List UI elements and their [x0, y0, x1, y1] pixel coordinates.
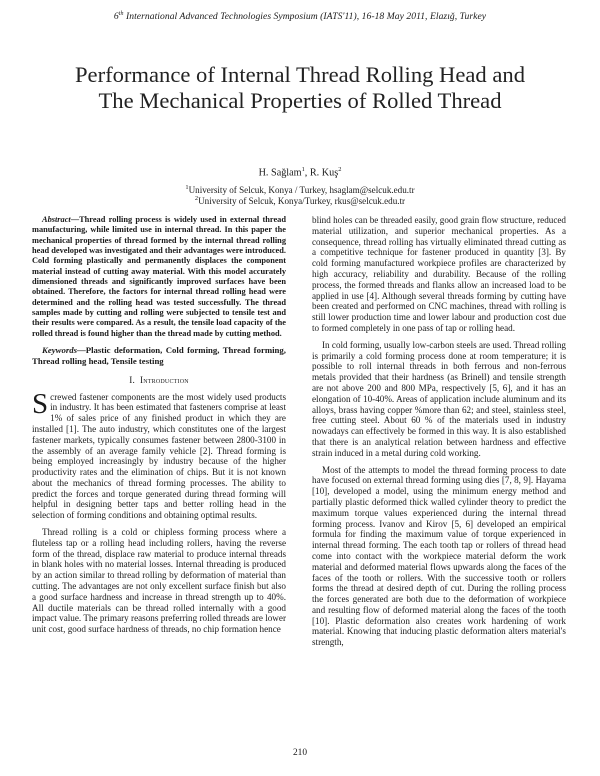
affiliation-2-sup: 2	[194, 195, 199, 202]
paper-title: Performance of Internal Thread Rolling Head and The Mechanical Properties of Rolled Thread	[74, 62, 526, 113]
author-2-sup: 2	[338, 166, 342, 173]
affiliation-2	[0, 193, 600, 207]
right-paragraph-2: In cold forming, usually low-carbon steels are used. Thread rolling is primarily a cold forming process done at room temperature; it is possible to roll internal threads in both ferrous and non-ferrous metals provided that their hardness (as Brinell) and tensile strength are not above 200 and 800 MPa, respectively [5, 6], and it has an elongation of 10-40%. Areas of application include aluminum and its alloys, brass having copper %more than 62; and steel, stainless steel, free cutting steel. About 60 % of the materials used in industry nowadays can effectively be formed in this way. It is also established that there is an analytical relation between hardness and effective strain induced in a metal during cold working.	[312, 339, 566, 458]
author-1-sup: 1	[301, 166, 305, 173]
author-1: H. Sağlam	[258, 167, 302, 179]
affiliation-2-text: University of Selcuk, Konya/Turkey, rkus@selcuk.edu.tr	[198, 196, 406, 207]
conference-header	[0, 11, 600, 22]
author-line	[0, 166, 600, 178]
right-paragraph-3: Most of the attempts to model the thread forming process to date have focused on external thread forming using dies [7, 8, 9]. Hayama [10], developed a model, using the minimum energy method and partially plastic deformed thick walled cylinder theory to predict the maximum torque values experienced during the internal thread forming process. Ivanov and Kirov [5, 6] developed an empirical formula for finding the maximum value of torque experienced in internal thread forming. The each tooth tap or rollers of thread head come into contact with the workpiece material deform the work material and deformed material flows upwards along the faces of the faces of the tooth or rollers. With the successive tooth or rollers forms the thread at desired depth of cut. During the rolling process the forces generated are both due to the deformation of workpiece and resulting flow of deformed material along the faces of the tooth [10]. Plastic deformation also creates work hardening of work material. Knowing that inducing plastic deformation alters material's strength,	[312, 464, 566, 648]
right-paragraph-1: blind holes can be threaded easily, good grain flow structure, reduced material utilization, and superior mechanical properties. As a consequence, thread rolling has virtually eliminated thread cutting as a competitive technique for fastener produced in quantity [3]. By cold forming manufactured workpiece profiles are characterized by high accuracy, reliability and durability. Because of the rolling process, the formed threads and flanks allow an increased load to be applied in use [4]. Although several threads forming by cutting have been created and performed on CNC machines, thread with rolling is still lower production time and lower labour and production cost due to formed completely in one pass of tap or rolling head.	[312, 215, 566, 333]
header-post: International Advanced Technologies Symposium (IATS'11), 16-18 May 2011, Elazığ, Turkey	[123, 11, 487, 23]
author-separator: ,	[304, 167, 310, 179]
header-pre: 6	[113, 11, 119, 23]
abstract-label: Abstract	[42, 215, 71, 224]
keywords-text: —Plastic deformation, Cold forming, Thread forming, Thread rolling head, Tensile testing	[32, 345, 286, 366]
drop-cap: S	[32, 387, 49, 420]
intro-paragraph-1-text: crewed fastener components are the most widely used products in industry. It has been estimated that fasteners comprise at least 1% of sales price of any finished product in which they are installed [1]. The auto industry, which constitutes one of the largest fastener markets, typically consumes fastener between 2800-3100 in the assembly of an average family vehicle [2]. Thread forming is being employed increasingly by industry because of the higher productivity rates and the elimination of chips. But it is not known about the mechanics of thread forming processes. The ability to predict the forces and torque generated during thread forming will helpful in designing better taps and better rolling head in the selection of forming conditions and obtaining optimal results.	[32, 391, 286, 521]
keywords	[32, 345, 286, 367]
header-sup: th	[118, 11, 124, 17]
left-column	[32, 215, 286, 641]
page-number: 210	[292, 748, 308, 758]
keywords-label: Keywords	[42, 345, 77, 356]
section-heading	[32, 375, 286, 386]
section-title: Introduction	[139, 374, 189, 385]
affiliation-1-sup: 1	[185, 184, 189, 191]
abstract	[32, 215, 286, 339]
intro-paragraph-2: Thread rolling is a cold or chipless forming process where a fluteless tap or a rolling head including rollers, having the reverse form of the thread, displace raw material to produce internal threads in blank holes with no material losses. Internal threading is produced by an action similar to thread rolling by deformation of material than cutting. The advantages are not only excellent surface finish but also a good surface hardness and increase in thread strength up to 40%. All ductile materials can be thread rolled internally with a good impact value. The primary reasons preferring rolled threads are lower unit cost, good surface hardness of threads, no chip formation hence	[32, 527, 286, 635]
abstract-text: —Thread rolling process is widely used in external thread manufacturing, while limited use in internal thread. In this paper the mechanical properties of thread formed by the internal thread rolling head developed was investigated and their advantages were introduced. Cold forming plastically and permanently displaces the component material instead of cutting away material. With this model accurately dimensioned threads and significantly improved surfaces have been obtained. Therefore, the factors for internal thread rolling head were determined and the rolling head was tested successfully. The thread samples made by cutting and rolling were subjected to tensile test and their results were compared. As a result, the tensile load capacity of the rolled thread is found higher than the thread made by cutting method.	[32, 215, 286, 338]
section-number: I.	[129, 374, 135, 385]
author-2: R. Kuş	[309, 167, 339, 179]
affiliation-1-text: University of Selcuk, Konya / Turkey, hsaglam@selcuk.edu.tr	[188, 185, 415, 196]
right-column	[312, 215, 566, 654]
intro-paragraph-1	[32, 387, 286, 522]
